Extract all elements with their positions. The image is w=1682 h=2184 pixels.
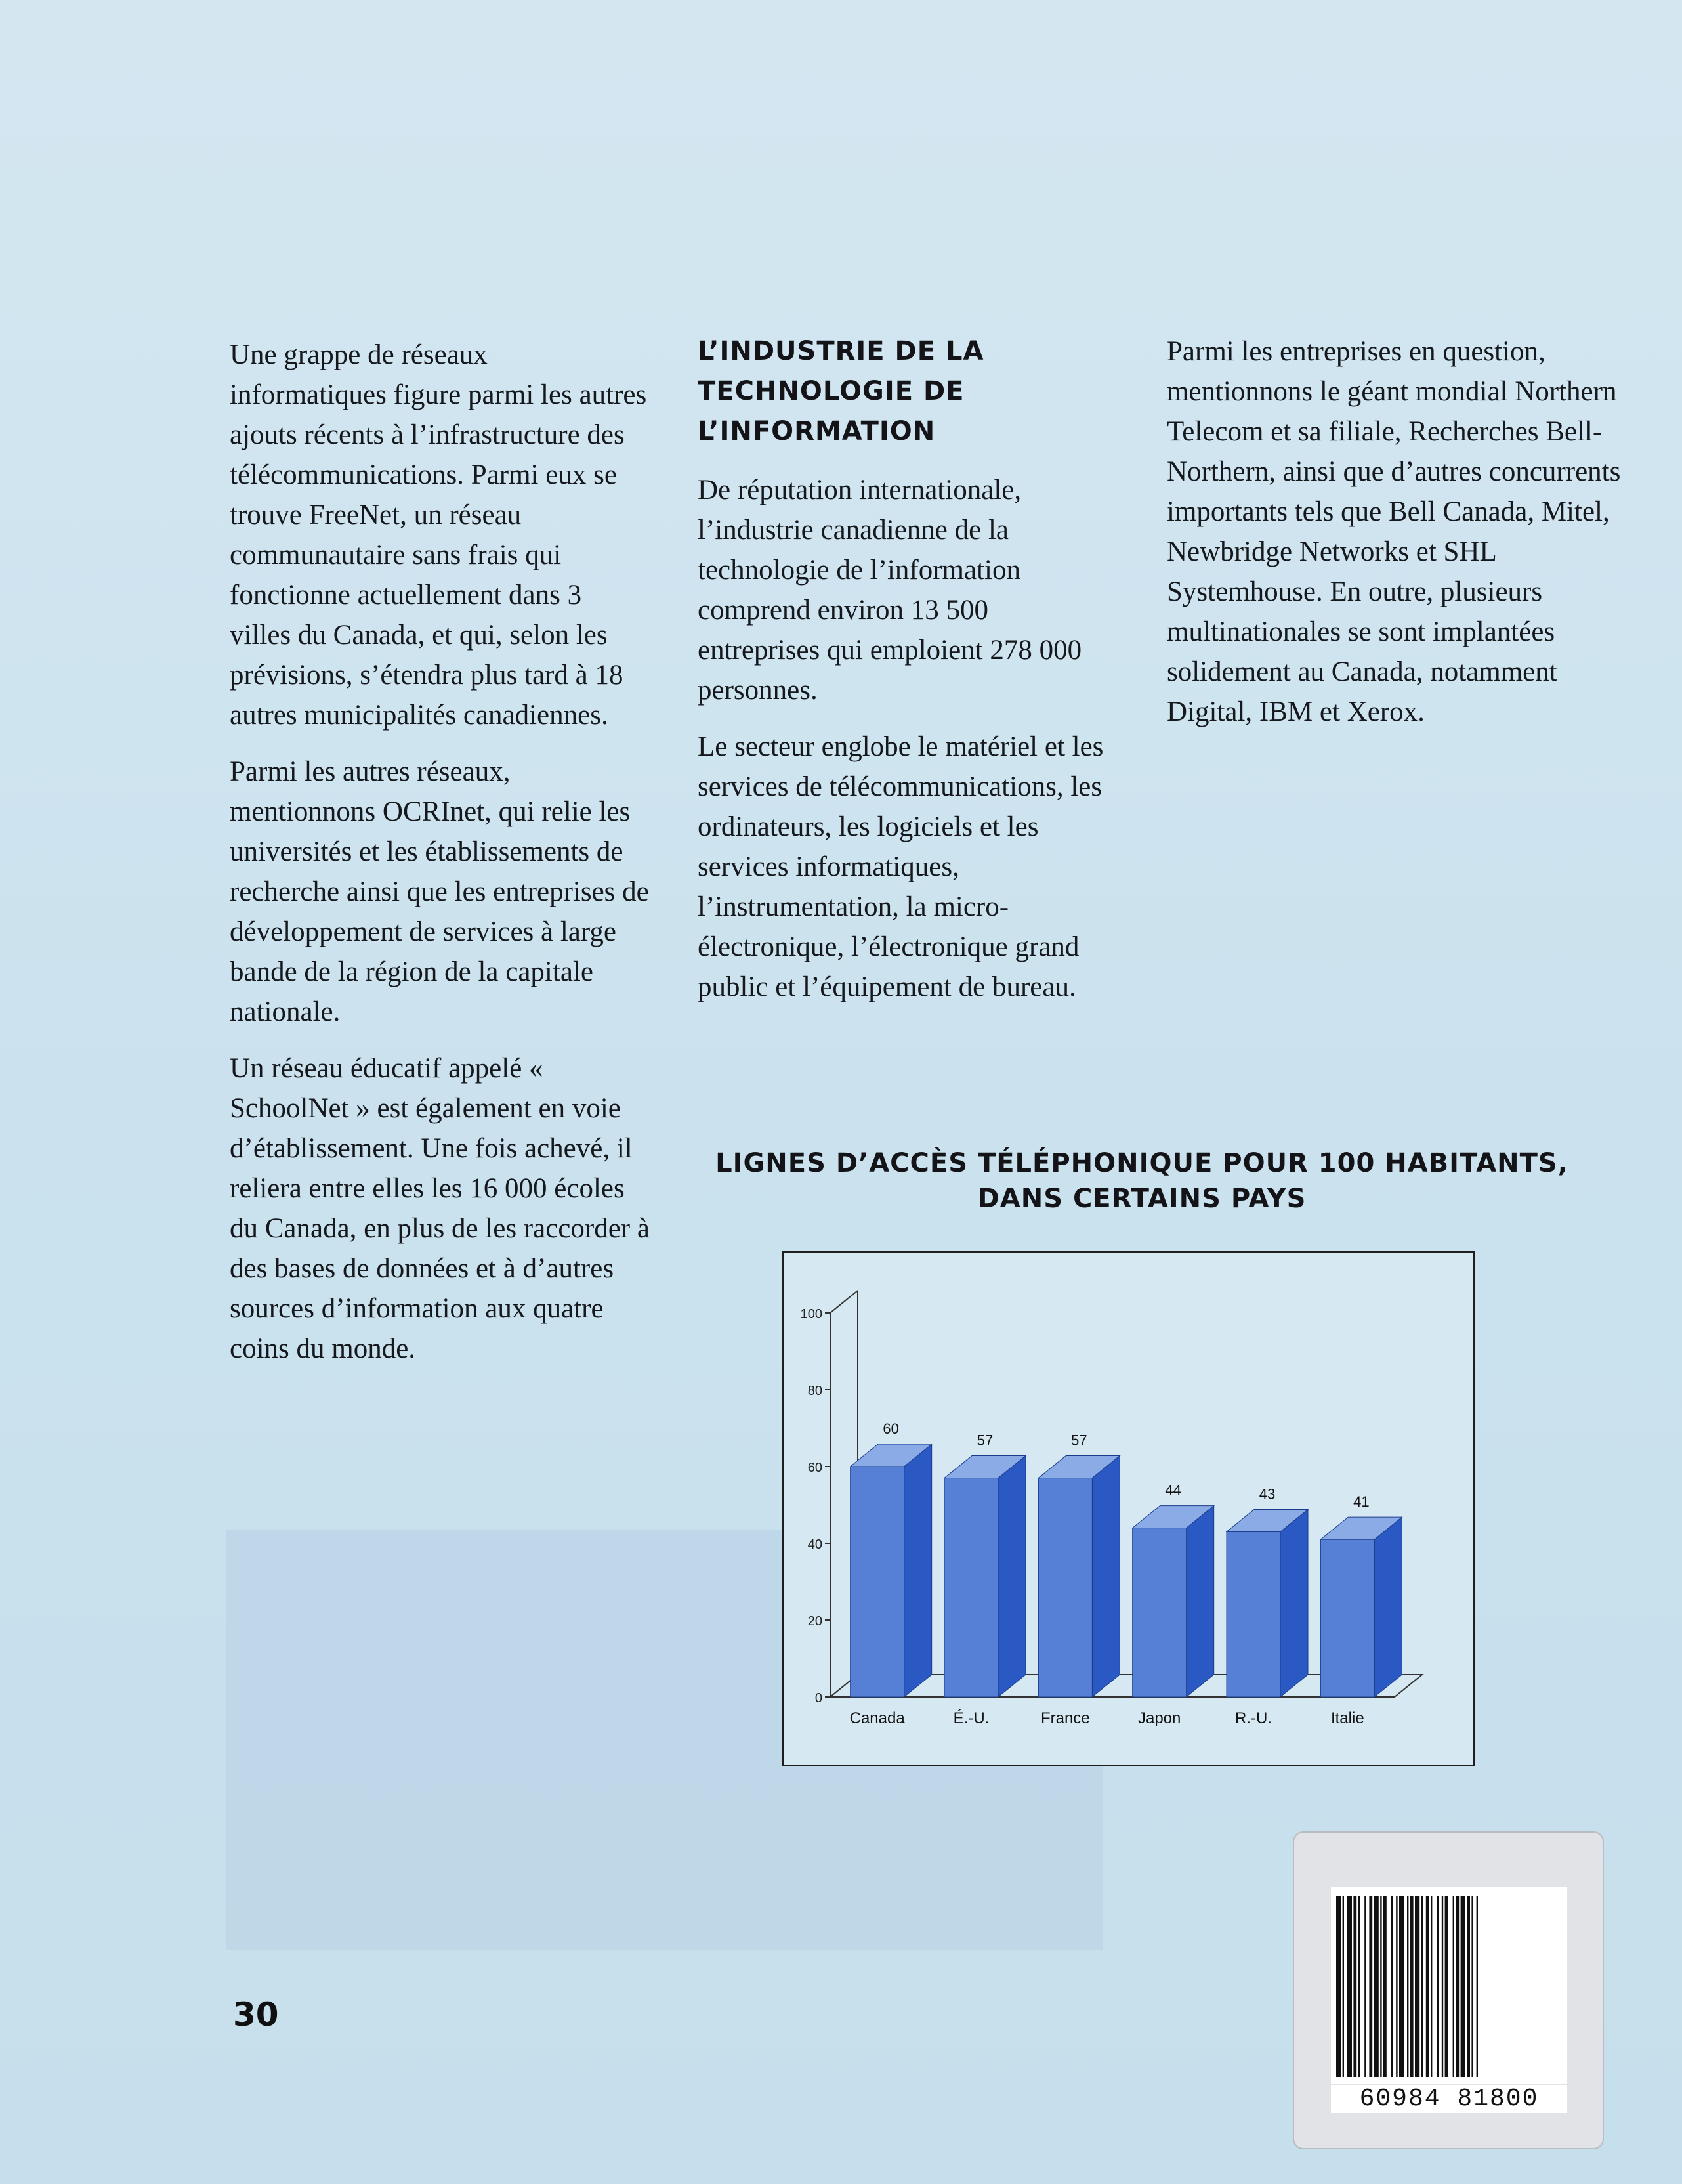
- bar: [944, 1478, 998, 1697]
- bar-side: [1280, 1509, 1308, 1697]
- chart-title-line-2: DANS CERTAINS PAYS: [977, 1184, 1307, 1214]
- bar-side: [1187, 1506, 1214, 1697]
- text-column-1: [230, 335, 650, 1385]
- y-tick-label: 20: [807, 1614, 822, 1629]
- bar: [851, 1467, 904, 1697]
- text-column-2: [698, 332, 1118, 1023]
- barcode-bar: [1364, 1896, 1366, 2077]
- paragraph: Parmi les autres réseaux, mentionnons OCRInet, qui relie les universités et les établissements de recherche ainsi que les entreprises de développement de services à large bande de la région de la capitale nationale.: [230, 756, 649, 1027]
- bar-side: [998, 1456, 1026, 1697]
- barcode-bar: [1374, 1896, 1379, 2077]
- chart-title: [683, 1146, 1601, 1216]
- bar: [1038, 1478, 1092, 1697]
- barcode-bar: [1453, 1896, 1454, 2077]
- bar-chart: [784, 1253, 1473, 1765]
- barcode-bar: [1461, 1896, 1465, 2077]
- bar-side: [904, 1444, 932, 1697]
- y-tick-label: 60: [807, 1461, 822, 1475]
- barcode-number: 60984 81800: [1331, 2085, 1567, 2113]
- y-tick-label: 80: [807, 1384, 822, 1398]
- bar-value-label: 57: [977, 1432, 994, 1449]
- x-tick-label: Canada: [849, 1709, 905, 1727]
- bar-value-label: 41: [1353, 1493, 1370, 1510]
- barcode-bar: [1421, 1896, 1423, 2077]
- barcode-bar: [1380, 1896, 1381, 2077]
- chart-title-line-1: LIGNES D’ACCÈS TÉLÉPHONIQUE POUR 100 HABITANTS,: [715, 1148, 1568, 1178]
- bar: [1133, 1528, 1187, 1697]
- barcode-area: [1331, 1887, 1567, 2084]
- barcode-bar: [1437, 1896, 1439, 2077]
- barcode-bar: [1471, 1896, 1473, 2077]
- paragraph: Une grappe de réseaux informatiques figure parmi les autres ajouts récents à l’infrastructure des télécommunications. Parmi eux se trouve FreeNet, un réseau communautaire sans frais qui fonctionne actuellement dans 3 villes du Canada, et qui, selon les prévisions, s’étendra plus tard à 18 autres municipalités canadiennes.: [230, 339, 647, 731]
- barcode-bar: [1396, 1896, 1397, 2077]
- y-tick-label: 40: [807, 1537, 822, 1552]
- barcode-bar: [1456, 1896, 1459, 2077]
- bar-value-label: 60: [883, 1421, 899, 1437]
- barcode-bar: [1426, 1896, 1429, 2077]
- barcode-bar: [1383, 1896, 1387, 2077]
- bar-side: [1092, 1456, 1120, 1697]
- x-tick-label: Japon: [1137, 1709, 1181, 1727]
- bar-value-label: 43: [1259, 1486, 1276, 1503]
- barcode-bar: [1347, 1896, 1352, 2077]
- bar-value-label: 44: [1165, 1482, 1181, 1499]
- paragraph: De réputation internationale, l’industrie canadienne de la technologie de l’information comprend environ 13 500 entreprises qui emploient 278 000 personnes.: [698, 475, 1082, 706]
- chart-frame: [782, 1251, 1475, 1766]
- bar-side: [1374, 1517, 1402, 1697]
- barcode-bar: [1407, 1896, 1408, 2077]
- x-tick-label: France: [1040, 1709, 1090, 1727]
- chart-back-wall: [830, 1291, 858, 1313]
- barcode-bar: [1477, 1896, 1478, 2077]
- barcode-bar: [1369, 1896, 1372, 2077]
- barcode-bar: [1410, 1896, 1414, 2077]
- paragraph: Parmi les entreprises en question, mentionnons le géant mondial Northern Telecom et sa filiale, Recherches Bell-Northern, ainsi que d’autres concurrents importants tels que Bell Canada, Mitel, Newbridge Networks et SHL Systemhouse. En outre, plusieurs multinationales se sont implantées solidement au Canada, notamment Digital, IBM et Xerox.: [1167, 336, 1621, 727]
- y-tick-label: 0: [814, 1691, 822, 1705]
- x-tick-label: R.-U.: [1235, 1709, 1272, 1727]
- text-column-3: [1167, 332, 1626, 748]
- barcode-bar: [1343, 1896, 1344, 2077]
- barcode-bar: [1353, 1896, 1356, 2077]
- barcode-bar: [1445, 1896, 1448, 2077]
- paragraph: Le secteur englobe le matériel et les services de télécommunications, les ordinateurs, les logiciels et les services informatiques, l’instrumentation, la micro-électronique, l’électronique grand public et l’équipement de bureau.: [698, 731, 1104, 1002]
- bar: [1320, 1539, 1374, 1697]
- barcode-bar: [1358, 1896, 1360, 2077]
- barcode-sticker: [1293, 1831, 1604, 2149]
- barcode-icon: [1331, 1887, 1567, 2084]
- x-tick-label: Italie: [1330, 1709, 1364, 1727]
- barcode-bar: [1415, 1896, 1419, 2077]
- x-tick-label: É.-U.: [953, 1709, 990, 1727]
- section-heading: L’INDUSTRIE DE LA TECHNOLOGIE DE L’INFORMATION: [698, 336, 984, 446]
- paragraph: Un réseau éducatif appelé « SchoolNet » est également en voie d’établissement. Une fois achevé, il reliera entre elles les 16 000 écoles du Canada, en plus de les raccorder à des bases de données et à d’autres sources d’information aux quatre coins du monde.: [230, 1053, 650, 1364]
- bar-value-label: 57: [1071, 1432, 1087, 1449]
- y-tick-label: 100: [800, 1307, 822, 1321]
- page-number: 30: [233, 1996, 279, 2034]
- barcode-bar: [1336, 1896, 1341, 2077]
- barcode-bar: [1391, 1896, 1393, 2077]
- bar: [1227, 1531, 1280, 1697]
- barcode-bar: [1431, 1896, 1432, 2077]
- barcode-bar: [1467, 1896, 1470, 2077]
- barcode-bar: [1442, 1896, 1443, 2077]
- barcode-bar: [1399, 1896, 1404, 2077]
